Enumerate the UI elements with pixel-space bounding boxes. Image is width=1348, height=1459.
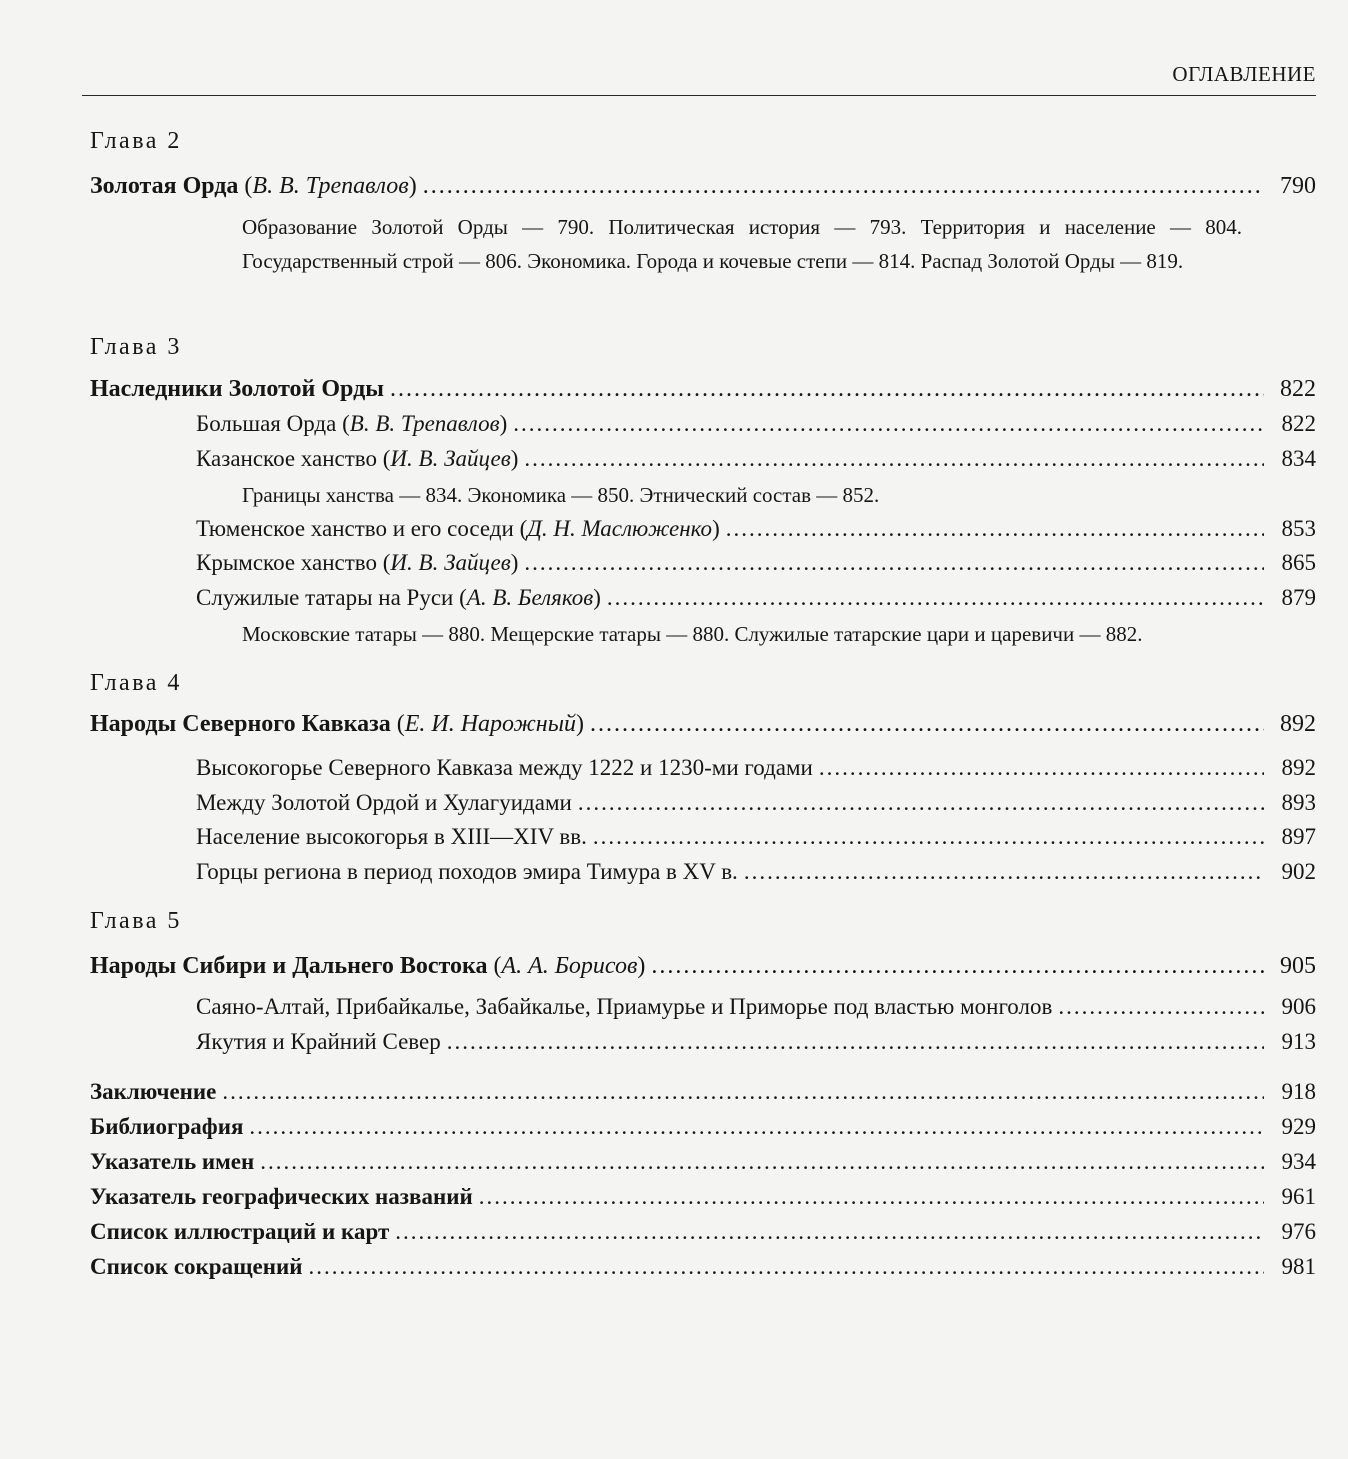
entry-author: А. А. Борисов: [501, 953, 638, 979]
toc-entry-heirs-golden-horde[interactable]: [90, 375, 1316, 403]
entry-author: В. В. Трепавлов: [252, 173, 409, 199]
toc-entry-bibliography[interactable]: [90, 1113, 1316, 1141]
toc-entry-north-caucasus[interactable]: Народы Северного Кавказа (Е. И. Нарожный) ..... 892: [90, 710, 1316, 738]
toc-entry-tyumen-khanate[interactable]: Тюменское ханство и его соседи (Д. Н. Маслюженко) ..... 853: [196, 515, 1316, 543]
leader-dots: [726, 515, 1264, 543]
leader-dots: [513, 410, 1264, 438]
chapter-2-summary: Образование Золотой Орды — 790. Политическая история — 793. Территория и население — 804. Государственный строй — 806. Экономика. Города и кочевые степи — 814. Распад Золотой Орды — 819.: [242, 215, 1242, 273]
page-number: 934: [1281, 1149, 1316, 1174]
entry-author: В. В. Трепавлов: [349, 411, 500, 436]
page-number: 961: [1281, 1184, 1316, 1209]
page-number: 976: [1281, 1219, 1316, 1244]
entry-title: Наследники Золотой Орды: [90, 376, 384, 402]
toc-entry-servitor-tatars[interactable]: Служилые татары на Руси (А. В. Беляков) ..... 879: [196, 584, 1316, 612]
entry-title: Якутия и Крайний Север: [196, 1029, 441, 1054]
page-number: 822: [1281, 411, 1316, 436]
entry-title: Служилые татары на Руси: [196, 585, 454, 610]
page-number: 913: [1281, 1029, 1316, 1054]
leader-dots: [447, 1028, 1264, 1056]
leader-dots: [390, 375, 1264, 403]
page-number: 892: [1280, 711, 1316, 737]
leader-dots: [1058, 993, 1264, 1021]
chapter-4-label: Глава 4: [90, 670, 182, 696]
page-number: 822: [1280, 376, 1316, 402]
leader-dots: [578, 789, 1264, 817]
leader-dots: [395, 1218, 1264, 1246]
leader-dots: [607, 584, 1264, 612]
entry-title: Большая Орда: [196, 411, 337, 436]
entry-author: И. В. Зайцев: [390, 446, 511, 471]
entry-title: Библиография: [90, 1114, 244, 1139]
entry-title: Высокогорье Северного Кавказа между 1222 и 1230-ми годами: [196, 755, 813, 780]
entry-author: А. В. Беляков: [466, 585, 594, 610]
toc-entry-siberia[interactable]: Народы Сибири и Дальнего Востока (А. А. Борисов) ..... 905: [90, 952, 1316, 980]
leader-dots: [524, 445, 1264, 473]
page-number: 902: [1281, 859, 1316, 884]
toc-entry-conclusion[interactable]: [90, 1078, 1316, 1106]
entry-title: Список сокращений: [90, 1254, 303, 1279]
toc-entry-hulaguids[interactable]: [196, 789, 1316, 817]
leader-dots: [479, 1183, 1264, 1211]
toc-entry-abbreviations[interactable]: [90, 1253, 1316, 1281]
entry-title: Список иллюстраций и карт: [90, 1219, 390, 1244]
chapter-5-label: Глава 5: [90, 908, 182, 934]
entry-title: Указатель географических названий: [90, 1184, 473, 1209]
toc-entry-sayan-altai[interactable]: [196, 993, 1316, 1021]
page-number: 834: [1281, 446, 1316, 471]
leader-dots: [423, 172, 1264, 200]
leader-dots: [744, 858, 1264, 886]
page-number: 893: [1281, 790, 1316, 815]
chapter-3-label: Глава 3: [90, 334, 182, 360]
entry-title: Казанское ханство: [196, 446, 377, 471]
page-number: 892: [1281, 755, 1316, 780]
page-number: 790: [1280, 173, 1316, 199]
toc-entry-great-horde[interactable]: Большая Орда (В. В. Трепавлов) ..... 822: [196, 410, 1316, 438]
entry-title: Между Золотой Ордой и Хулагуидами: [196, 790, 572, 815]
entry-author: И. В. Зайцев: [390, 550, 511, 575]
entry-author: Е. И. Нарожный: [404, 711, 576, 737]
toc-entry-kazan-khanate[interactable]: Казанское ханство (И. В. Зайцев) ..... 834: [196, 445, 1316, 473]
toc-entry-golden-horde[interactable]: Золотая Орда (В. В. Трепавлов) ..... 790: [90, 172, 1316, 200]
leader-dots: [590, 710, 1264, 738]
entry-author: Д. Н. Маслюженко: [527, 516, 713, 541]
running-head: ОГЛАВЛЕНИЕ: [1172, 62, 1316, 86]
leader-dots: [260, 1148, 1264, 1176]
page-number: 929: [1281, 1114, 1316, 1139]
leader-dots: [593, 823, 1264, 851]
leader-dots: [222, 1078, 1264, 1106]
entry-title: Горцы региона в период походов эмира Тимура в XV в.: [196, 859, 738, 884]
page-number: 906: [1281, 994, 1316, 1019]
leader-dots: [308, 1253, 1264, 1281]
entry-title: Саяно-Алтай, Прибайкалье, Забайкалье, Приамурье и Приморье под властью монголов: [196, 994, 1053, 1019]
toc-entry-timur-campaigns[interactable]: [196, 858, 1316, 886]
kazan-summary: Границы ханства — 834. Экономика — 850. Этнический состав — 852.: [242, 483, 880, 507]
chapter-2-label: Глава 2: [90, 128, 182, 154]
entry-title: Тюменское ханство и его соседи: [196, 516, 514, 541]
toc-entry-crimean-khanate[interactable]: Крымское ханство (И. В. Зайцев) ..... 865: [196, 549, 1316, 577]
toc-entry-name-index[interactable]: [90, 1148, 1316, 1176]
page-number: 853: [1281, 516, 1316, 541]
toc-entry-population[interactable]: [196, 823, 1316, 851]
page-number: 918: [1281, 1079, 1316, 1104]
entry-title: Золотая Орда: [90, 173, 239, 199]
leader-dots: [651, 952, 1264, 980]
entry-title: Народы Северного Кавказа: [90, 711, 391, 737]
entry-title: Население высокогорья в XIII—XIV вв.: [196, 824, 587, 849]
leader-dots: [524, 549, 1264, 577]
toc-entry-yakutia[interactable]: [196, 1028, 1316, 1056]
leader-dots: [819, 754, 1264, 782]
entry-title: Указатель имен: [90, 1149, 255, 1174]
entry-title: Крымское ханство: [196, 550, 377, 575]
servitor-summary: Московские татары — 880. Мещерские татары — 880. Служилые татарские цари и царевичи — 882.: [242, 622, 1143, 646]
entry-title: Заключение: [90, 1079, 217, 1104]
page-number: 879: [1281, 585, 1316, 610]
toc-entry-highlands[interactable]: [196, 754, 1316, 782]
entry-title: Народы Сибири и Дальнего Востока: [90, 953, 488, 979]
page-number: 897: [1281, 824, 1316, 849]
page-number: 865: [1281, 550, 1316, 575]
toc-entry-geo-index[interactable]: [90, 1183, 1316, 1211]
toc-entry-illustrations[interactable]: [90, 1218, 1316, 1246]
page-number: 981: [1281, 1254, 1316, 1279]
header-rule: [82, 95, 1316, 96]
page-number: 905: [1280, 953, 1316, 979]
leader-dots: [249, 1113, 1264, 1141]
